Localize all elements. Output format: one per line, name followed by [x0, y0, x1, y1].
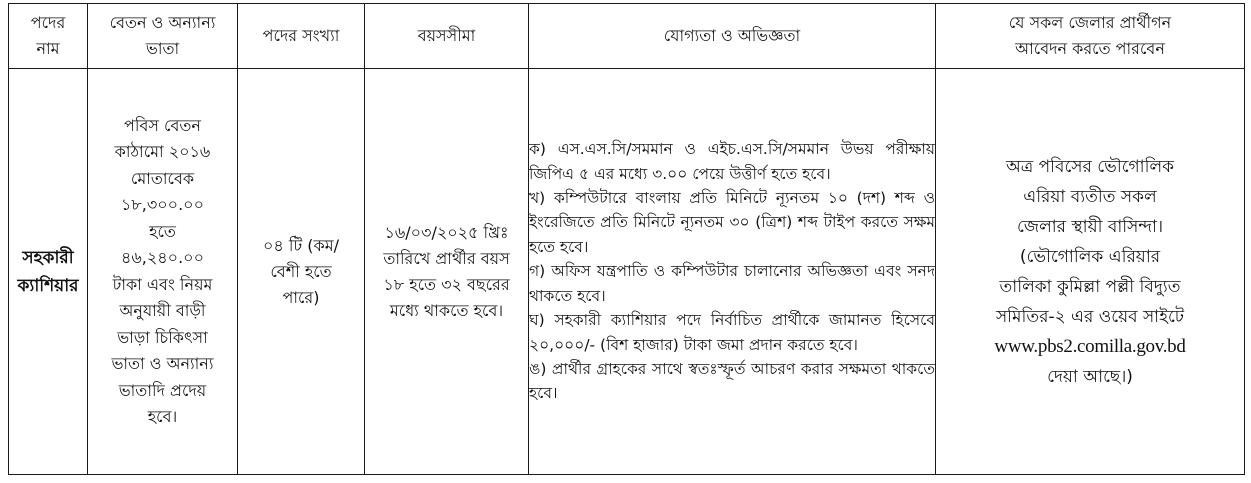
- header-eligible-districts: যে সকল জেলার প্রার্থীগন আবেদন করতে পারবেন: [936, 4, 1245, 69]
- table-header-row: [9, 4, 1245, 69]
- notice-page: [8, 3, 1244, 475]
- post-count-cell: ০৪ টি (কম/ বেশী হতে পারে): [238, 69, 365, 475]
- website-link[interactable]: www.pbs2.comilla.gov.bd: [994, 335, 1186, 357]
- salary-cell: পবিস বেতন কাঠামো ২০১৬ মোতাবেক ১৮,৩০০.০০ হতে ৪৬,২৪০.০০ টাকা এবং নিয়ম অনুযায়ী বাড়ী ভাড়া চিকিৎসা ভাতা ও অন্যান্য ভাতাদি প্রদেয় হবে।: [88, 69, 238, 475]
- header-age-limit: বয়সসীমা: [365, 4, 529, 69]
- qualification-item: ঘ) সহকারী ক্যাশিয়ার পদে নির্বাচিত প্রার্থীকে জামানত হিসেবে ২০,০০০/- (বিশ হাজার) টাকা জমা প্রদান করতে হবে।: [529, 311, 935, 354]
- qualification-item: ঙ) প্রার্থীর গ্রাহকের সাথে স্বতঃস্ফূর্ত আচরণ করার সক্ষমতা থাকতে হবে।: [529, 359, 935, 403]
- qualification-item: ক) এস.এস.সি/সমমান ও এইচ.এস.সি/সমমান উভয় পরীক্ষায় জিপিএ ৫ এর মধ্যে ৩.০০ পেয়ে উত্তীর্ণ হতে হবে।: [529, 140, 935, 183]
- qualification-item: খ) কম্পিউটারে বাংলায় প্রতি মিনিটে ন্যূনতম ১০ (দশ) শব্দ ও ইংরেজিতে প্রতি মিনিটে ন্যূনতম ৩০ (ত্রিশ) শব্দ টাইপ করতে সক্ষম হতে হবে।: [529, 189, 935, 256]
- post-name-cell: সহকারী ক্যাশিয়ার: [9, 69, 88, 475]
- eligible-districts-cell: অত্র পবিসের ভৌগোলিক এরিয়া ব্যতীত সকল জেলার স্থায়ী বাসিন্দা। (ভৌগোলিক এরিয়ার তালিকা কুমিল্লা পল্লী বিদ্যুত সমিতির-২ এর ওয়েব সাইটে www.pbs2.comilla.gov.bd দেয়া আছে।): [936, 69, 1245, 475]
- header-qualification: যোগ্যতা ও অভিজ্ঞতা: [529, 4, 936, 69]
- qualification-cell: [529, 69, 936, 475]
- header-post-name: পদের নাম: [9, 4, 88, 69]
- table-row: [9, 69, 1245, 475]
- header-salary: বেতন ও অন্যান্য ভাতা: [88, 4, 238, 69]
- job-requirements-table: [8, 3, 1245, 475]
- age-limit-cell: ১৬/০৩/২০২৫ খ্রিঃ তারিখে প্রার্থীর বয়স ১৮ হতে ৩২ বছরের মধ্যে থাকতে হবে।: [365, 69, 529, 475]
- qualification-item: গ) অফিস যন্ত্রপাতি ও কম্পিউটার চালানোর অভিজ্ঞতা এবং সনদ থাকতে হবে।: [529, 262, 935, 305]
- header-post-count: পদের সংখ্যা: [238, 4, 365, 69]
